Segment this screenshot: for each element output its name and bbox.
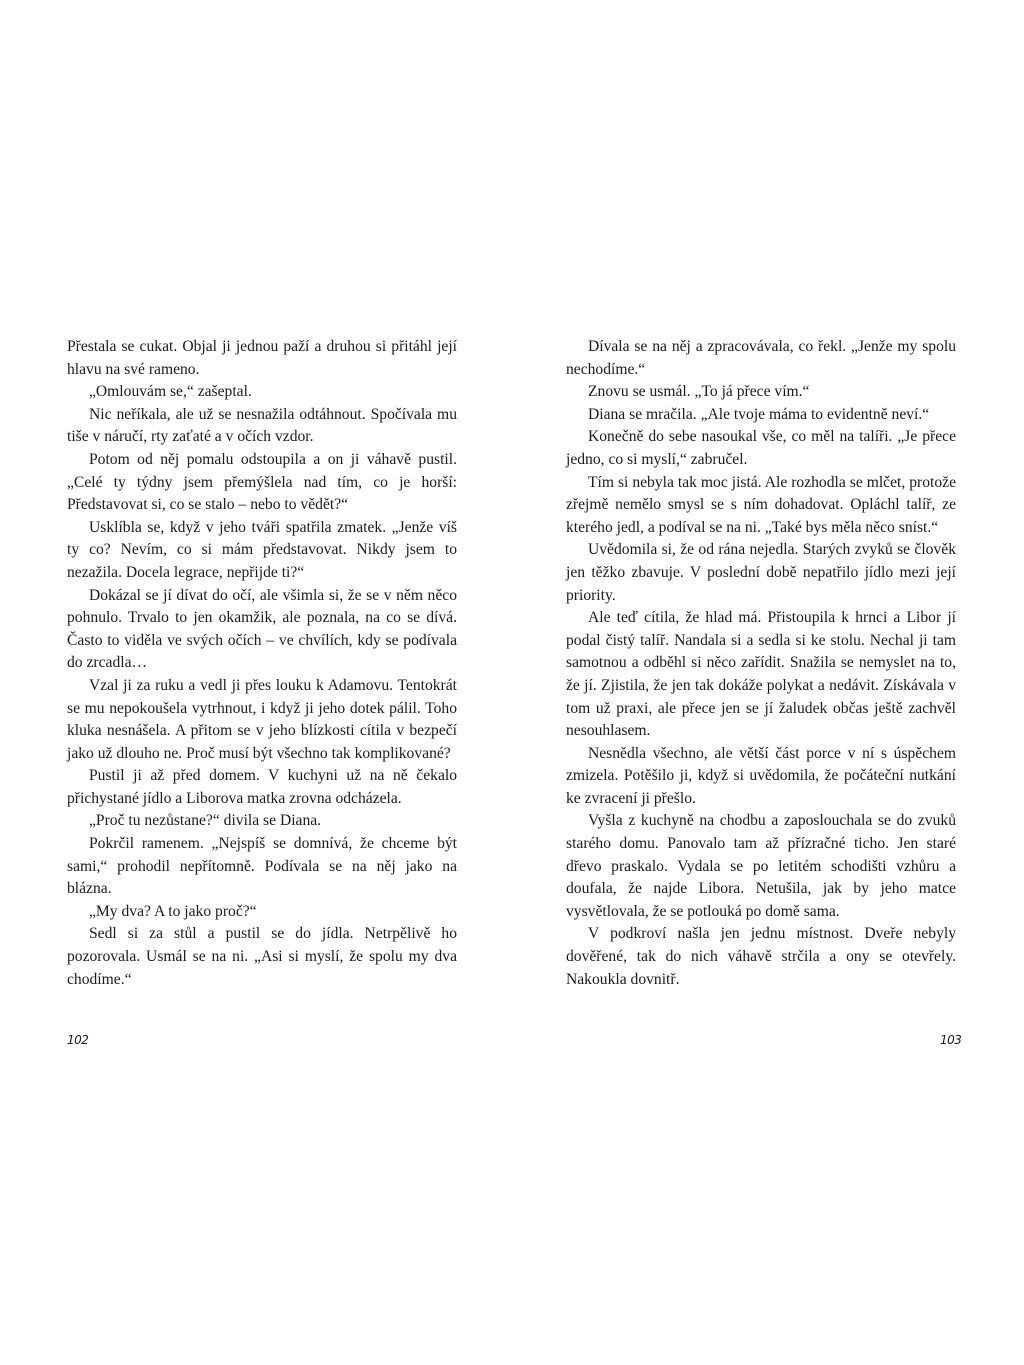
paragraph: Vyšla z kuchyně na chodbu a zaposlouchala se do zvuků starého domu. Panovalo tam až přízračné ticho. Jen staré dřevo praskalo. Vydala se po letitém schodišti vzhůru a doufala, že najde Libora. Netušila, jak by jeho matce vysvětlovala, že se potlouká po domě sama. bbox=[566, 812, 956, 920]
right-page-text bbox=[566, 336, 956, 991]
paragraph: Uvědomila si, že od rána nejedla. Starých zvyků se člověk jen těžko zbavuje. V poslední době nepatřilo jídlo mezi její priority. bbox=[566, 541, 956, 604]
paragraph: Vzal ji za ruku a vedl ji přes louku k Adamovu. Tentokrát se mu nepokoušela vytrhnout, i když ji jeho dotek pálil. Toho kluka nesnášela. A přitom se v jeho blízkosti cítila v bezpečí jako už dlouho ne. Proč musí být všechno tak komplikované? bbox=[67, 676, 457, 762]
paragraph: „Omlouvám se,“ zašeptal. bbox=[89, 383, 252, 401]
paragraph: Tím si nebyla tak moc jistá. Ale rozhodla se mlčet, protože zřejmě nemělo smysl se s ním dohadovat. Opláchl talíř, ze kterého jedl, a podíval se na ni. „Také bys měla něco sníst.“ bbox=[566, 473, 956, 536]
left-page-text bbox=[67, 336, 457, 991]
paragraph: V podkroví našla jen jednu místnost. Dveře nebyly dověřené, tak do nich váhavě strčila a ony se otevřely. Nakoukla dovnitř. bbox=[566, 925, 956, 988]
paragraph: Diana se mračila. „Ale tvoje máma to evidentně neví.“ bbox=[588, 405, 930, 423]
paragraph: Dívala se na něj a zpracovávala, co řekl. „Jenže my spolu nechodíme.“ bbox=[566, 338, 956, 378]
page-number-left: 102 bbox=[67, 1033, 89, 1047]
paragraph: Usklíbla se, když v jeho tváři spatřila zmatek. „Jenže víš ty co? Nevím, co si mám představovat. Nikdy jsem to nezažila. Docela legrace, nepřijde ti?“ bbox=[67, 518, 457, 581]
paragraph: Nesnědla všechno, ale větší část porce v ní s úspěchem zmizela. Potěšilo ji, když si uvědomila, že počáteční nutkání ke zvracení ji přešlo. bbox=[566, 744, 956, 807]
paragraph: Konečně do sebe nasoukal vše, co měl na talíři. „Je přece jedno, co si myslí,“ zabručel. bbox=[566, 428, 956, 468]
paragraph: Přestala se cukat. Objal ji jednou paží a druhou si přitáhl její hlavu na své rameno. bbox=[67, 338, 457, 378]
paragraph: „My dva? A to jako proč?“ bbox=[89, 902, 257, 920]
paragraph: Pustil ji až před domem. V kuchyni už na ně čekalo přichystané jídlo a Liborova matka zrovna odcházela. bbox=[67, 767, 457, 807]
paragraph: Nic neříkala, ale už se nesnažila odtáhnout. Spočívala mu tiše v náručí, rty zaťaté a v očích vzdor. bbox=[67, 405, 457, 446]
paragraph: Ale teď cítila, že hlad má. Přistoupila k hrnci a Libor jí podal čistý talíř. Nandala si a sedla si ke stolu. Nechal ji tam samotnou a odběhl si něco zařídit. Snažila se nemyslet na to, že jí. Zjistila, že jen tak dokáže polykat a nedávit. Získávala v tom už praxi, ale přece jen se jí žaludek občas ještě zachvěl nesouhlasem. bbox=[566, 609, 956, 740]
paragraph: Sedl si za stůl a pustil se do jídla. Netrpělivě ho pozorovala. Usmál se na ni. „Asi si myslí, že spolu my dva chodíme.“ bbox=[67, 925, 457, 988]
page-number-right: 103 bbox=[940, 1033, 962, 1047]
paragraph: Znovu se usmál. „To já přece vím.“ bbox=[588, 383, 810, 401]
paragraph: „Proč tu nezůstane?“ divila se Diana. bbox=[89, 812, 322, 830]
paragraph: Pokrčil ramenem. „Nejspíš se domnívá, že chceme být sami,“ prohodil nepřítomně. Podívala se na něj jako na blázna. bbox=[67, 835, 457, 898]
paragraph: Dokázal se jí dívat do očí, ale všimla si, že se v něm něco pohnulo. Trvalo to jen okamžik, ale poznala, na co se dívá. Často to viděla ve svých očích – ve chvílích, kdy se podívala do zrcadla… bbox=[67, 586, 457, 672]
paragraph: Potom od něj pomalu odstoupila a on ji váhavě pustil. „Celé ty týdny jsem přemýšlela nad tím, co je horší: Představovat si, co se stalo – nebo to vědět?“ bbox=[67, 450, 457, 514]
